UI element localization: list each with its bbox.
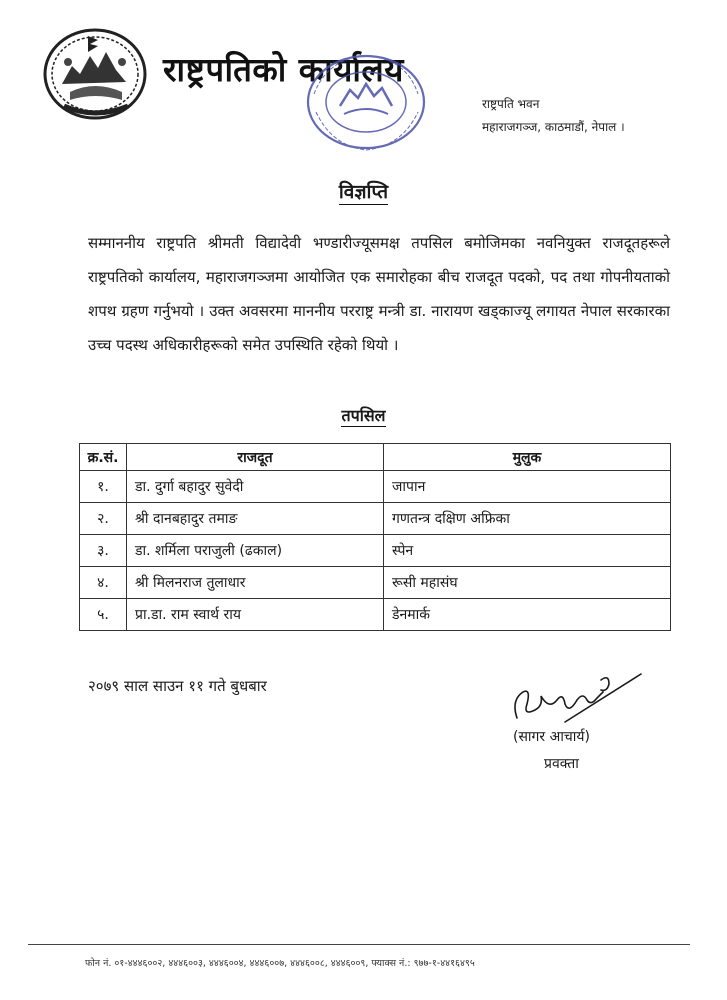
row-country: गणतन्त्र दक्षिण अफ्रिका [384, 503, 671, 535]
table-row [80, 503, 671, 535]
ambassador-table [79, 443, 671, 631]
column-header-ambassador: राजदूत [127, 444, 384, 471]
notice-title [0, 178, 727, 204]
office-name: राष्ट्रपतिको कार्यालय [163, 50, 404, 89]
row-ambassador: डा. शर्मिला पराजुली (ढकाल) [127, 535, 384, 567]
date-line: २०७९ साल साउन ११ गते बुधबार [88, 677, 267, 695]
table-header-row [80, 444, 671, 471]
handwritten-signature-icon [505, 670, 645, 730]
schedule-title-text: तपसिल [341, 406, 386, 425]
row-country: डेनमार्क [384, 599, 671, 631]
address-line-1: राष्ट्रपति भवन [482, 97, 540, 111]
row-sn: ५. [80, 599, 127, 631]
signatory-designation: प्रवक्ता [544, 756, 579, 772]
nepal-emblem-icon [40, 22, 150, 122]
office-seal-stamp-icon [302, 50, 430, 162]
notice-title-text: विज्ञप्ति [338, 181, 389, 203]
address-line-2: महाराजगञ्ज, काठमाडौं, नेपाल । [482, 120, 625, 134]
table-row [80, 535, 671, 567]
signatory-name: (सागर आचार्य) [513, 729, 591, 745]
column-header-sn: क्र.सं. [80, 444, 127, 471]
schedule-title [0, 404, 727, 426]
table-row [80, 599, 671, 631]
column-header-country: मुलुक [384, 444, 671, 471]
footer-divider [28, 944, 690, 945]
row-ambassador: डा. दुर्गा बहादुर सुवेदी [127, 471, 384, 503]
row-ambassador: श्री मिलनराज तुलाधार [127, 567, 384, 599]
notice-body: सम्माननीय राष्ट्रपति श्रीमती विद्यादेवी भण्डारीज्यूसमक्ष तपसिल बमोजिमका नवनियुक्त राजदूतहरूले राष्ट्रपतिको कार्यालय, महाराजगञ्जमा आयोजित एक समारोहका बीच राजदूत पदको, पद तथा गोपनीयताको शपथ ग्रहण गर्नुभयो । उक्त अवसरमा माननीय परराष्ट्र मन्त्री डा. नारायण खड्काज्यू लगायत नेपाल सरकारका उच्च पदस्थ अधिकारीहरूको समेत उपस्थिति रहेको थियो । [88, 234, 670, 354]
row-country: रूसी महासंघ [384, 567, 671, 599]
row-country: स्पेन [384, 535, 671, 567]
row-ambassador: प्रा.डा. राम स्वार्थ राय [127, 599, 384, 631]
table-row [80, 567, 671, 599]
row-sn: १. [80, 471, 127, 503]
footer-contact: फोन नं. ०१-४४४६००२, ४४४६००३, ४४४६००४, ४४४६००७, ४४४६००८, ४४४६००९, फ्याक्स नं.: ९७७-१-४४१६४९५ [85, 958, 475, 969]
row-sn: ३. [80, 535, 127, 567]
table-row [80, 471, 671, 503]
row-sn: ४. [80, 567, 127, 599]
row-country: जापान [384, 471, 671, 503]
row-sn: २. [80, 503, 127, 535]
row-ambassador: श्री दानबहादुर तमाङ [127, 503, 384, 535]
